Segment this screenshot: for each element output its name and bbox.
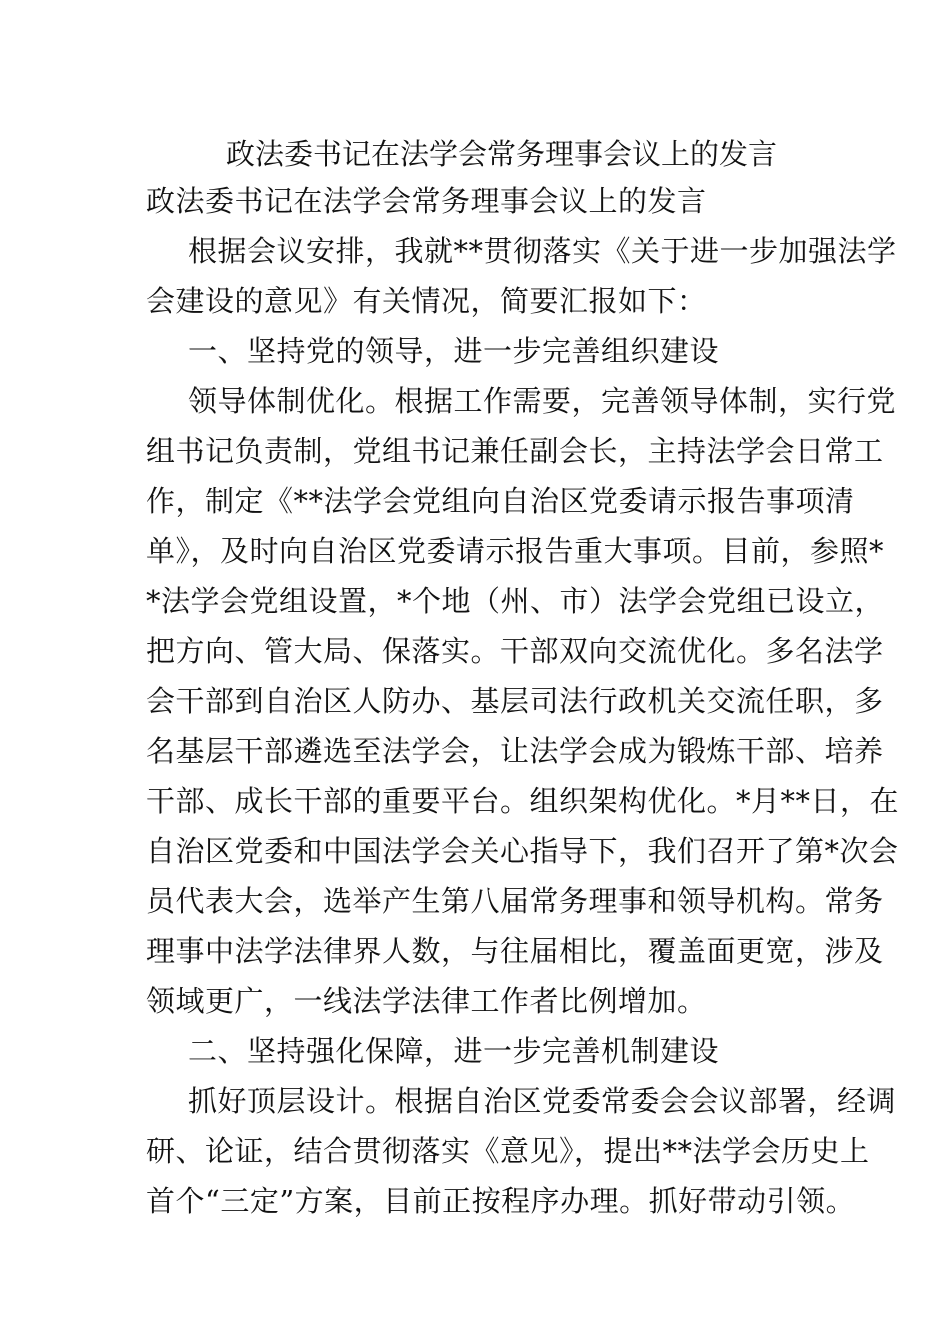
- paragraph-line: 把方向、管大局、保落实。干部双向交流优化。多名法学: [146, 634, 884, 668]
- document-subtitle: 政法委书记在法学会常务理事会议上的发言: [146, 184, 707, 218]
- paragraph-line: 名基层干部遴选至法学会，让法学会成为锻炼干部、培养: [146, 734, 884, 768]
- paragraph-line: 研、论证，结合贯彻落实《意见》，提出**法学会历史上: [146, 1134, 870, 1168]
- paragraph-line: 抓好顶层设计。根据自治区党委常委会会议部署，经调: [188, 1084, 897, 1118]
- paragraph-line: 作，制定《**法学会党组向自治区党委请示报告事项清: [146, 484, 855, 518]
- section-heading: 二、坚持强化保障，进一步完善机制建设: [188, 1034, 720, 1068]
- section-heading: 一、坚持党的领导，进一步完善组织建设: [188, 334, 720, 368]
- document-title: 政法委书记在法学会常务理事会议上的发言: [226, 137, 778, 171]
- paragraph-line: 领导体制优化。根据工作需要，完善领导体制，实行党: [188, 384, 897, 418]
- paragraph-line: 首个“三定”方案，目前正按程序办理。抓好带动引领。: [146, 1184, 856, 1218]
- paragraph-line: 组书记负责制，党组书记兼任副会长，主持法学会日常工: [146, 434, 884, 468]
- paragraph-line: 会干部到自治区人防办、基层司法行政机关交流任职，多: [146, 684, 884, 718]
- paragraph-line: 单》，及时向自治区党委请示报告重大事项。目前，参照*: [146, 534, 885, 568]
- paragraph-line: 领域更广，一线法学法律工作者比例增加。: [146, 984, 707, 1018]
- paragraph-line: 根据会议安排，我就**贯彻落实《关于进一步加强法学: [188, 234, 897, 268]
- paragraph-line: *法学会党组设置，*个地（州、市）法学会党组已设立，: [146, 584, 885, 618]
- paragraph-line: 会建设的意见》有关情况，简要汇报如下：: [146, 284, 707, 318]
- paragraph-line: 理事中法学法律界人数，与往届相比，覆盖面更宽，涉及: [146, 934, 884, 968]
- paragraph-line: 员代表大会，选举产生第八届常务理事和领导机构。常务: [146, 884, 884, 918]
- paragraph-line: 自治区党委和中国法学会关心指导下，我们召开了第*次会: [146, 834, 899, 868]
- paragraph-line: 干部、成长干部的重要平台。组织架构优化。*月**日，在: [146, 784, 900, 818]
